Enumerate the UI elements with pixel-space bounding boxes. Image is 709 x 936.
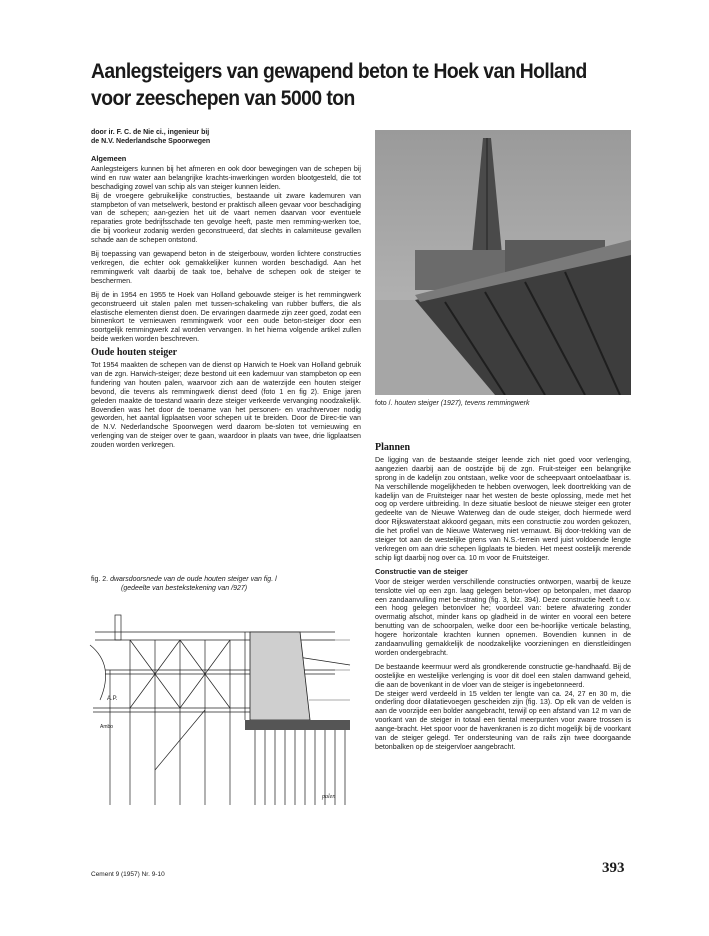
section-heading-algemeen: Algemeen bbox=[91, 154, 127, 163]
caption-text: houten steiger (1927), tevens remmingwerk bbox=[394, 400, 530, 407]
figure-caption-fig2 bbox=[91, 575, 361, 593]
byline bbox=[91, 128, 361, 146]
title-line-2: voor zeeschepen van 5000 ton bbox=[91, 87, 355, 110]
paragraph: Tot 1954 maakten de schepen van de dienst op Harwich te Hoek van Holland gebruik van de zgn. Harwich-steiger; deze bestond uit een kademuur van stampbeton op een fundering van houten palen, waarvoor zich aan de waterzijde een houten steiger bevond, die tevens als remmingwerk dienst deed (foto 1 en fig 2). Enige jaren geleden maakte de toestand waarin deze steiger verkeerde vervanging noodzakelijk. Bovendien was het door de toename van het personen- en vrachtvervoer nodig geworden, het aantal ligplaatsen voor schepen uit te breiden. Door de Direc-tie van de N.V. Nederlandsche Spoorwegen werd daarom be-sloten tot vernieuwing en verlenging van de steiger over te gaan, waardoor in plaats van twee, drie ligplaatsen zouden worden verkregen. bbox=[91, 361, 361, 450]
section-heading-plannen: Plannen bbox=[375, 442, 411, 453]
caption-number: foto /. bbox=[375, 400, 393, 407]
caption-number: fig. 2. bbox=[91, 576, 109, 583]
photo-caption bbox=[375, 399, 635, 408]
section-heading-oude-houten-steiger: Oude houten steiger bbox=[91, 347, 178, 359]
caption-text: dwarsdoorsnede van de oude houten steiger van fig. l bbox=[110, 576, 277, 583]
photo-wooden-pier bbox=[375, 130, 631, 395]
paragraph: Bij toepassing van gewapend beton in de steigerbouw, worden lichtere constructies verkregen, die echter ook gemakkelijker kunnen worden beschadigd. Aan het remmingwerk valt daarbij de taak toe, behalve de schepen ook de steiger te beschermen. bbox=[91, 250, 361, 285]
cross-section-drawing bbox=[85, 610, 355, 810]
title-line-1: Aanlegsteigers van gewapend beton te Hoek van Holland bbox=[91, 60, 587, 83]
paragraph: De bestaande keermuur werd als grondkerende constructie ge-handhaafd. Bij de oostelijke en westelijke verlenging is voor dit doel een stalen damwand geheid, die aan de bovenkant in de vloer van de steiger is ingebetonneerd. bbox=[375, 662, 631, 689]
byline-line-1: door ir. F. C. de Nie ci., ingenieur bij bbox=[91, 129, 210, 136]
paragraph: Aanlegsteigers kunnen bij het afmeren en ook door bewegingen van de schepen bij wind en ruw water aan belangrijke krachts-inwerkingen worden blootgesteld, die tot beschadiging zowel van schip als van steiger kunnen leiden. bbox=[91, 164, 361, 191]
paragraph: Bij de vroegere gebruikelijke constructies, bestaande uit zware kademuren van stampbeton of van metselwerk, bestond er praktisch alleen gevaar voor beschadiging van de schepen; aan-gezien het uit de vaart nemen daarvan voor eventuele reparaties grote bedrijfsschade ten gevolge heeft, paste men remming-werken toe, die bij voorkeur zodanig werden geconstrueerd, dat slechts in calamiteuse gevallen schade aan de schepen ontstond. bbox=[91, 191, 361, 245]
section-heading-constructie: Constructie van de steiger bbox=[375, 566, 468, 576]
page-number: 393 bbox=[602, 860, 625, 876]
article-title bbox=[91, 58, 588, 112]
right-column bbox=[375, 444, 631, 757]
paragraph: De steiger werd verdeeld in 15 velden ter lengte van ca. 24, 27 en 30 m, die onderling door dilatatievoegen gescheiden zijn (fig. 13). Op elk van de velden is aan de voorzijde een bolder aangebracht, terwijl op een afstand van 12 m van de voorkant van de steiger in totaal een tiental meerpunten voor zware trossen is aange-bracht. Het spoor voor de havenkranen is zo dicht mogelijk bij de voorkant van de steiger gelegd. Ter ondersteuning van de rails zijn twee doorgaande betonbalken op de steigervloer aangebracht. bbox=[375, 689, 631, 751]
paragraph: Bij de in 1954 en 1955 te Hoek van Holland gebouwde steiger is het remmingwerk geconstrueerd uit stalen palen met tussen-schakeling van rubber buffers, die als elastische elementen dienst doen. De ervaringen daarmede zijn zeer goed, zodat een binnenkort te vernieuwen remmingwerk voor een oude beton-steiger door een soortgelijk remmingwerk zal worden vervangen. In het hierna volgende artikel zullen beide werken worden beschreven. bbox=[91, 290, 361, 344]
left-column bbox=[91, 155, 361, 455]
paragraph: Voor de steiger werden verschillende constructies ontworpen, waarbij de keuze tenslotte viel op een zgn. laag gelegen beton-vloer op betonpalen, met daarop een zandaanvulling met be-strating (fig. 3, blz. 394). Deze constructie heeft t.o.v. een hoog gelegen betonvloer he; voordeel van: betere afwatering zonder overmatig afschot, minder kans op gladheid in de winter en vooral een betere benutting van de schoorpalen, welke door een be-hoorlijke verticale belasting, hogere horizontale krachten kunnen opnemen. Bovendien kunnen in de zandaanvulling gemakkelijk de noodzakelijke voorzieningen en dienstleidingen worden ondergebracht. bbox=[375, 577, 631, 657]
caption-text-2: (gedeelte van bestekstekening van /927) bbox=[121, 585, 248, 592]
paragraph: De ligging van de bestaande steiger leende zich niet goed voor verlenging, aangezien daarbij aan de oostzijde bij de zgn. Fruit-steiger een belangrijke sprong in de kadelijn zou ontstaan, welke voor de scheepvaart ontoelaatbaar is. Na verschillende mogelijkheden te hebben overwogen, leek doortrekking van de kadelijn van de Fruitsteiger naar het westen de beste oplossing, mede met het oog op verdere uitbreiding. In deze situatie besloot de nieuwe steiger een groter gedeelte van de Nieuwe Waterweg dan de oude steiger, doch hiermede werd door Rijkswaterstaat akkoord gegaan, mits een constructie zou worden gekozen, die het profiel van de Nieuwe Waterweg niet vernauwt. Bij door-trekking van de steiger tot aan de westelijke grens van N.S.-terrein werd juist voldoende lengte verkregen om aan drie schepen ligplaats te bieden. Het meest oostelijk merende schip ligt daarbij nog over ca. 10 m voor de Fruitsteiger. bbox=[375, 455, 631, 562]
byline-line-2: de N.V. Nederlandsche Spoorwegen bbox=[91, 138, 211, 145]
drawing-label-a: Ambo bbox=[100, 724, 114, 730]
journal-reference: Cement 9 (1957) Nr. 9-10 bbox=[91, 871, 165, 878]
drawing-label-c: palen bbox=[322, 794, 336, 800]
photo-image bbox=[375, 130, 631, 395]
drawing-label-b: A.P. bbox=[107, 696, 118, 702]
